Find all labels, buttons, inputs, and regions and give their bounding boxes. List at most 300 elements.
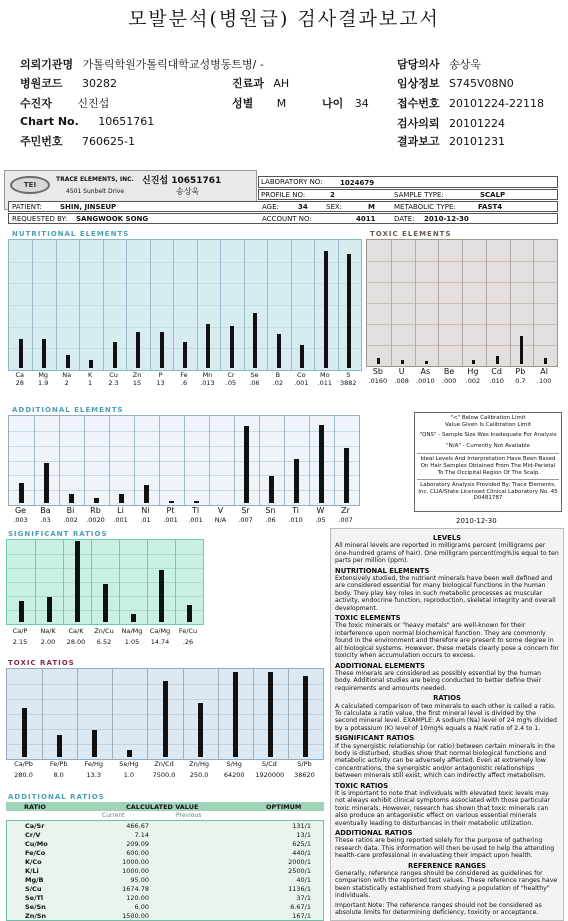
column-divider bbox=[288, 669, 289, 759]
nutritional-label: Co bbox=[297, 371, 306, 379]
doctor-value: 송상욱 bbox=[449, 58, 481, 71]
additional-value: .007 bbox=[238, 516, 253, 524]
column-divider bbox=[415, 240, 416, 366]
significant-value: 2.00 bbox=[40, 638, 56, 646]
sex-value-en: M bbox=[368, 203, 375, 211]
column-divider bbox=[56, 240, 57, 370]
column-divider bbox=[150, 240, 151, 370]
additional-bar-ge bbox=[19, 483, 24, 503]
toxic-chart bbox=[366, 239, 558, 367]
toxic-ratios-chart bbox=[6, 668, 324, 760]
significant-label: Na/Mg bbox=[121, 627, 143, 635]
nutritional-value: .011 bbox=[317, 379, 333, 387]
toxic-ratio-value: 250.0 bbox=[189, 771, 209, 779]
toxic-ratio-value: 7500.0 bbox=[152, 771, 176, 779]
receipt-no-value: 20101224-22118 bbox=[449, 97, 544, 110]
institution-value: 가톨릭학원가톨릭대학교성병동트병/ - bbox=[82, 58, 264, 71]
additional-labels bbox=[8, 506, 360, 515]
nutritional-value: 2 bbox=[64, 379, 69, 387]
additional-value: .001 bbox=[188, 516, 203, 524]
additional-bar-bi bbox=[69, 494, 74, 503]
column-divider bbox=[284, 416, 285, 505]
nutritional-label: Zn bbox=[132, 371, 142, 379]
nutritional-value: .06 bbox=[249, 379, 260, 387]
nutritional-heading: NUTRITIONAL ELEMENTS bbox=[335, 566, 430, 575]
ratio-row bbox=[7, 867, 325, 876]
nutritional-bar-se bbox=[253, 313, 257, 368]
significant-bar-zncu bbox=[103, 584, 108, 622]
column-divider bbox=[103, 240, 104, 370]
toxic-bar-sb bbox=[377, 358, 380, 364]
gridline bbox=[9, 305, 361, 306]
nutritional-value: .013 bbox=[200, 379, 215, 387]
toxic-ratio-bar-zncd bbox=[163, 681, 168, 758]
nutritional-value: .05 bbox=[225, 379, 237, 387]
gridline bbox=[7, 582, 203, 583]
nutritional-bar-cr bbox=[230, 326, 234, 368]
column-divider bbox=[220, 240, 221, 370]
toxic-ratio-label: S/Cd bbox=[261, 760, 277, 768]
significant-ratios-chart bbox=[6, 539, 204, 625]
additional-label: Sn bbox=[265, 506, 276, 515]
legend-qns: "QNS" - Sample Size Was Inadequate For Analysis bbox=[419, 432, 557, 439]
column-divider bbox=[42, 669, 43, 759]
age-value: 34 bbox=[354, 97, 369, 110]
toxic-label: Al bbox=[540, 367, 548, 376]
column-divider bbox=[510, 240, 511, 366]
toxic-ratio-label: S/Pb bbox=[297, 760, 312, 768]
nutritional-bar-co bbox=[300, 345, 304, 368]
ratio-name: Se/Sn bbox=[25, 903, 46, 911]
column-divider bbox=[486, 240, 487, 366]
account-no-label: ACCOUNT NO: bbox=[262, 215, 312, 223]
nutritional-bar-na bbox=[66, 355, 70, 368]
ratio-name: Se/Tl bbox=[25, 894, 44, 902]
additional-label: Pt bbox=[166, 506, 175, 515]
nutritional-chart bbox=[8, 239, 362, 371]
nutritional-bar-zn bbox=[136, 332, 140, 368]
toxic-ratio-value: 13.3 bbox=[86, 771, 101, 779]
column-divider bbox=[91, 540, 92, 624]
column-divider bbox=[84, 416, 85, 505]
reference-note: Important Note: The reference ranges should not be considered as absolute limits for determining deficiency, toxicity or acceptance. bbox=[335, 901, 542, 917]
handwritten-doctor: 송상욱 bbox=[176, 187, 200, 196]
laboratory-no-label: LABORATORY NO: bbox=[261, 178, 323, 186]
reference-heading: REFERENCE RANGES bbox=[407, 861, 487, 870]
nutritional-title: NUTRITIONAL ELEMENTS bbox=[12, 230, 130, 238]
toxic-ratio-bar-capb bbox=[22, 708, 27, 758]
nutritional-label: Mo bbox=[320, 371, 330, 379]
additional-ratios-heading: ADDITIONAL RATIOS bbox=[335, 829, 413, 838]
sample-type-label: SAMPLE TYPE: bbox=[394, 191, 444, 199]
profile-no-value: 2 bbox=[330, 191, 335, 199]
hospital-code-label: 병원코드 bbox=[20, 77, 63, 90]
additional-value: .05 bbox=[315, 516, 326, 524]
ratio-row bbox=[7, 885, 325, 894]
significant-label: Zn/Cu bbox=[94, 627, 114, 635]
ratio-name: S/Cu bbox=[25, 885, 42, 893]
requested-by-value: SANGWOOK SONG bbox=[76, 215, 149, 223]
toxic-text: The toxic minerals or "heavy metals" are well-known for their interference upon normal biochemical function. They are commonly found in the environment and therefore are present to some degree in all biological systems. However, these metals clearly pose a concern for toxicity when accumulation occurs to excess. bbox=[335, 622, 559, 660]
ratio-row bbox=[7, 840, 325, 849]
toxic-ratio-value: 38620 bbox=[294, 771, 315, 779]
significant-ratios-title: SIGNIFICANT RATIOS bbox=[8, 530, 108, 538]
patient-value: 신진섭 bbox=[77, 97, 110, 110]
additional-value: .03 bbox=[40, 516, 51, 524]
nutritional-label: B bbox=[275, 371, 281, 379]
age-label: 나이 bbox=[322, 97, 344, 110]
toxic-label: Hg bbox=[467, 367, 479, 376]
significant-text: If the synergistic relationship (or ratio) between certain minerals in the body is disturbed, studies show that normal biological functions and metabolic activity can be adversely affected. Even at extremely low concentrations, the synergistic and/or antagonistic relationships between minerals still exist, which can indirectly affect metabolism. bbox=[335, 742, 556, 780]
additional-label: Zr bbox=[341, 506, 350, 515]
toxic-ratio-label: S/Hg bbox=[226, 760, 242, 768]
ratio-current: 209.09 bbox=[126, 840, 149, 848]
column-divider bbox=[391, 240, 392, 366]
toxic-ratio-label: Zn/Hg bbox=[189, 760, 209, 768]
nutritional-labels bbox=[8, 371, 362, 379]
ratio-current: 1000.00 bbox=[122, 867, 149, 875]
nutritional-values bbox=[8, 379, 362, 387]
column-divider bbox=[291, 240, 292, 370]
nutritional-bar-ca bbox=[19, 339, 23, 368]
significant-bar-fecu bbox=[187, 605, 192, 622]
nutritional-bar-b bbox=[277, 334, 281, 368]
toxic-ratio-label: Zn/Cd bbox=[154, 760, 174, 768]
toxic-bar-al bbox=[544, 358, 547, 364]
institution-label: 의뢰기관명 bbox=[20, 58, 74, 71]
additional-bar-pt bbox=[169, 501, 174, 503]
sex-label: 성별 bbox=[232, 97, 254, 110]
nutritional-value: 1.9 bbox=[38, 379, 49, 387]
toxic-title: TOXIC ELEMENTS bbox=[370, 230, 452, 238]
ratio-optimum: 625/1 bbox=[292, 840, 311, 848]
column-divider bbox=[533, 240, 534, 366]
additional-value: .002 bbox=[63, 516, 78, 524]
nutritional-bar-k bbox=[89, 360, 93, 368]
column-divider bbox=[183, 669, 184, 759]
toxic-ratios-title: TOXIC RATIOS bbox=[8, 659, 75, 667]
toxic-ratio-bar-scd bbox=[268, 672, 273, 758]
column-divider bbox=[173, 240, 174, 370]
significant-bar-namg bbox=[131, 614, 136, 622]
ratio-current: 466.67 bbox=[126, 822, 149, 830]
toxic-ratio-value: 1.0 bbox=[123, 771, 135, 779]
nutritional-bar-cu bbox=[113, 342, 117, 368]
ratio-optimum: 2000/1 bbox=[288, 858, 311, 866]
additional-label: Tl bbox=[191, 506, 200, 515]
nutritional-value: 28 bbox=[15, 379, 24, 387]
ratio-row bbox=[7, 876, 325, 885]
toxic-ratio-label: Se/Hg bbox=[119, 760, 139, 768]
dept-value: AH bbox=[273, 77, 290, 90]
nutritional-label: Mg bbox=[38, 371, 49, 379]
toxic-ratio-label: Fe/Pb bbox=[49, 760, 68, 768]
clinical-info-label: 임상정보 bbox=[397, 77, 440, 90]
account-no-value: 4011 bbox=[356, 215, 376, 223]
nutritional-bar-mg bbox=[42, 339, 46, 368]
gridline bbox=[9, 327, 361, 328]
patient-name-value: SHIN, JINSEUP bbox=[60, 203, 117, 211]
nutritional-value: 1 bbox=[88, 379, 93, 387]
additional-label: Bi bbox=[66, 506, 75, 515]
nutritional-bar-p bbox=[160, 332, 164, 368]
legend-below-limit: "<" Below Calibration Limit bbox=[450, 415, 526, 421]
toxic-ratio-bar-znhg bbox=[198, 703, 203, 757]
ratio-name: Mg/B bbox=[25, 876, 44, 884]
legend-text-column bbox=[330, 528, 564, 921]
additional-bar-w bbox=[319, 425, 324, 503]
age-label-en: AGE: bbox=[262, 203, 279, 211]
column-divider bbox=[438, 240, 439, 366]
gridline bbox=[9, 283, 361, 284]
additional-title: ADDITIONAL ELEMENTS bbox=[12, 406, 124, 414]
toxic-heading: TOXIC ELEMENTS bbox=[335, 614, 401, 623]
ratio-current: 600.00 bbox=[126, 849, 149, 857]
ratios-heading: RATIOS bbox=[433, 694, 461, 703]
column-divider bbox=[314, 240, 315, 370]
nutritional-value: 3882 bbox=[339, 379, 357, 387]
column-divider bbox=[462, 240, 463, 366]
additional-values bbox=[8, 516, 360, 524]
legend-notice-box bbox=[414, 412, 562, 512]
column-divider bbox=[63, 540, 64, 624]
toxic-bar-pb bbox=[520, 336, 523, 364]
col-optimum: OPTIMUM bbox=[266, 803, 302, 811]
additional-bar-li bbox=[119, 494, 124, 503]
levels-heading: LEVELS bbox=[432, 534, 462, 542]
toxic-ratio-value: 1920000 bbox=[255, 771, 285, 779]
ratio-optimum: 6.67/1 bbox=[290, 903, 311, 911]
ratio-current: 1500.00 bbox=[122, 912, 149, 920]
ratio-name: Zn/Sn bbox=[25, 912, 47, 920]
additional-label: V bbox=[217, 506, 224, 515]
nutritional-text: Extensively studied, the nutrient minerals have been well defined and are considered essential for many biological functions in the human body. They play key roles in such metabolic processes as muscular activity, endocrine function, reproduction, skeletal integrity and overall development. bbox=[335, 575, 556, 612]
sample-type-value: SCALP bbox=[480, 191, 506, 199]
toxic-value: .010 bbox=[489, 377, 504, 385]
additional-value: .001 bbox=[163, 516, 178, 524]
ratio-current: 95.00 bbox=[130, 876, 149, 884]
significant-label: Ca/K bbox=[68, 627, 84, 635]
levels-text: All mineral levels are reported in milligrams percent (milligrams per one-hundred grams of hair). One milligram percent(mg%)is equal to ten parts per million (ppm). bbox=[335, 542, 559, 565]
column-divider bbox=[77, 669, 78, 759]
nutritional-label: Ca bbox=[15, 371, 24, 379]
additional-value: .007 bbox=[338, 516, 353, 524]
doctor-label: 담당의사 bbox=[397, 58, 440, 71]
additional-bar-ti bbox=[294, 459, 299, 504]
toxic-ratios-labels bbox=[6, 760, 324, 769]
additional-bar-tl bbox=[194, 501, 199, 503]
ratio-row bbox=[7, 849, 325, 858]
lab-logo: TEI bbox=[10, 176, 50, 194]
age-value-en: 34 bbox=[298, 203, 308, 211]
toxic-label: Be bbox=[443, 367, 455, 376]
ratio-current: 120.00 bbox=[126, 894, 149, 902]
toxic-bar-u bbox=[401, 360, 404, 364]
col-calculated: CALCULATED VALUE bbox=[126, 803, 199, 811]
report-date-label: 결과보고 bbox=[397, 135, 440, 148]
additional-bar-zr bbox=[344, 448, 349, 503]
ratio-name: Fe/Co bbox=[25, 849, 46, 857]
additional-value: .003 bbox=[13, 516, 28, 524]
ratio-row bbox=[7, 822, 325, 831]
laboratory-no-value: 1024679 bbox=[340, 179, 375, 187]
column-divider bbox=[109, 416, 110, 505]
nutritional-label: S bbox=[346, 371, 351, 379]
gridline bbox=[7, 568, 203, 569]
request-date-value: 20101224 bbox=[449, 117, 506, 130]
nutritional-label: P bbox=[158, 371, 163, 379]
additional-ratios-text: These ratios are being reported solely for the purpose of gathering research data. This information will then be used to help the attending health-care professional in evaluating their impact upon health. bbox=[335, 837, 555, 860]
toxic-ratio-bar-sehg bbox=[127, 750, 132, 757]
column-divider bbox=[147, 669, 148, 759]
nutritional-value: 15 bbox=[132, 379, 142, 387]
column-divider bbox=[197, 240, 198, 370]
toxic-ratio-bar-fehg bbox=[92, 730, 97, 757]
additional-bar-rb bbox=[94, 498, 99, 503]
significant-bar-camg bbox=[159, 570, 164, 622]
significant-value: 6.52 bbox=[96, 638, 112, 646]
ratio-name: Cr/V bbox=[25, 831, 41, 839]
toxic-ratio-bar-spb bbox=[303, 676, 308, 757]
toxic-ratios-values bbox=[6, 771, 324, 779]
ratio-row bbox=[7, 894, 325, 903]
additional-bar-ba bbox=[44, 463, 49, 503]
nutritional-bar-s bbox=[347, 254, 351, 368]
toxic-value: .0160 bbox=[368, 377, 388, 385]
col-ratio: RATIO bbox=[24, 803, 46, 811]
lab-address: 4501 Sunbelt Drive bbox=[66, 188, 125, 195]
patient-name-label: PATIENT: bbox=[12, 203, 42, 211]
ratio-optimum: 131/1 bbox=[292, 822, 311, 830]
additional-bar-ni bbox=[144, 485, 149, 503]
nutritional-label: Na bbox=[62, 371, 72, 379]
col-current: Current bbox=[102, 812, 125, 819]
column-divider bbox=[175, 540, 176, 624]
column-divider bbox=[334, 416, 335, 505]
nutritional-bar-mn bbox=[206, 324, 210, 368]
additional-label: Sr bbox=[241, 506, 250, 515]
toxic-values bbox=[366, 377, 558, 385]
additional-label: Ge bbox=[14, 506, 27, 515]
institution-row bbox=[20, 56, 264, 72]
column-divider bbox=[209, 416, 210, 505]
ratio-optimum: 40/1 bbox=[296, 876, 311, 884]
significant-bar-nak bbox=[47, 597, 52, 622]
significant-bar-cak bbox=[75, 541, 80, 622]
nutritional-label: Fe bbox=[180, 371, 188, 379]
additional-ratios-header bbox=[6, 802, 324, 811]
ratio-current: 6.00 bbox=[134, 903, 149, 911]
additional-value: .06 bbox=[265, 516, 276, 524]
additional-bar-sn bbox=[269, 476, 274, 503]
column-divider bbox=[126, 240, 127, 370]
ratio-row bbox=[7, 831, 325, 840]
ratio-optimum: 440/1 bbox=[292, 849, 311, 857]
report-title: 모발분석(병원급) 검사결과보고서 bbox=[128, 8, 440, 30]
ratio-name: K/Co bbox=[25, 858, 42, 866]
significant-value: 2.15 bbox=[12, 638, 28, 646]
sex-label-en: SEX: bbox=[326, 203, 343, 211]
toxic-value: .000 bbox=[441, 377, 457, 385]
column-divider bbox=[79, 240, 80, 370]
stamp-date: 2010-12-30 bbox=[456, 517, 497, 525]
significant-ratios-labels bbox=[6, 627, 204, 636]
ratio-current: 1000.00 bbox=[122, 858, 149, 866]
toxic-ratio-label: Fe/Hg bbox=[84, 760, 104, 768]
toxic-labels bbox=[366, 367, 558, 376]
nutritional-value: .02 bbox=[272, 379, 284, 387]
additional-label: Li bbox=[117, 506, 124, 515]
ratio-optimum: 37/1 bbox=[296, 894, 311, 902]
patient-label: 수진자 bbox=[20, 97, 52, 110]
toxic-ratio-bar-shg bbox=[233, 672, 238, 758]
date-label: DATE: bbox=[394, 215, 415, 223]
toxic-ratio-bar-fepb bbox=[57, 735, 62, 758]
nutritional-label: Se bbox=[250, 371, 259, 379]
nutritional-value: .001 bbox=[294, 379, 309, 387]
column-divider bbox=[112, 669, 113, 759]
requested-by-label: REQUESTED BY: bbox=[12, 215, 68, 223]
column-divider bbox=[218, 669, 219, 759]
sex-value: M bbox=[276, 97, 287, 110]
significant-ratios-values bbox=[6, 638, 204, 646]
nutritional-bar-fe bbox=[183, 342, 187, 368]
handwritten-name: 신진섭 10651761 bbox=[142, 176, 222, 186]
toxic-ratios-text: It is important to note that individuals with elevated toxic levels may not always exhibit clinical symptoms associated with those particular toxic minerals. However, research has shown that toxic minerals can also produce an antagonistic effect on various essential minerals eventually leading to disturbances in their metabolic utilization. bbox=[335, 790, 551, 827]
toxic-label: Cd bbox=[491, 367, 502, 376]
ratio-name: Ca/Sr bbox=[25, 822, 45, 830]
legend-calibration: Value Given Is Calibration Limit bbox=[444, 421, 532, 428]
additional-value: .0020 bbox=[86, 516, 105, 524]
toxic-ratio-value: 280.0 bbox=[14, 771, 33, 779]
metabolic-type-value: FAST4 bbox=[478, 203, 503, 211]
toxic-ratio-value: 8.0 bbox=[53, 771, 64, 779]
significant-heading: SIGNIFICANT RATIOS bbox=[335, 734, 415, 743]
col-previous: Previous bbox=[176, 812, 202, 819]
ratio-current: 1674.78 bbox=[122, 885, 149, 893]
toxic-label: U bbox=[398, 367, 405, 376]
nutritional-value: .6 bbox=[180, 379, 188, 387]
reference-text: Generally, reference ranges should be considered as guidelines for comparison with the reported test values. These reference ranges have been statistically established from studying a population of "healthy" individuals. bbox=[335, 870, 558, 900]
column-divider bbox=[244, 240, 245, 370]
additional-value: .010 bbox=[288, 516, 303, 524]
significant-value: 1.05 bbox=[124, 638, 140, 646]
toxic-ratios-heading: TOXIC RATIOS bbox=[335, 781, 389, 790]
additional-label: Ni bbox=[141, 506, 150, 515]
toxic-ratio-label: Ca/Pb bbox=[14, 760, 33, 768]
toxic-label: Sb bbox=[372, 367, 383, 376]
significant-label: Ca/Mg bbox=[149, 627, 171, 635]
column-divider bbox=[134, 416, 135, 505]
ratio-name: K/Li bbox=[25, 867, 39, 875]
ratio-optimum: 2500/1 bbox=[288, 867, 311, 875]
additional-chart bbox=[8, 415, 360, 506]
toxic-label: As bbox=[420, 367, 431, 376]
significant-bar-cap bbox=[19, 601, 24, 622]
lab-name: TRACE ELEMENTS, INC. bbox=[56, 176, 134, 183]
nutritional-label: Cr bbox=[227, 371, 235, 379]
column-divider bbox=[34, 416, 35, 505]
additional-bar-sr bbox=[244, 426, 249, 503]
date-value: 2010-12-30 bbox=[424, 215, 469, 223]
request-date-label: 검사의뢰 bbox=[397, 117, 440, 130]
column-divider bbox=[32, 240, 33, 370]
column-divider bbox=[119, 540, 120, 624]
additional-heading: ADDITIONAL ELEMENTS bbox=[335, 661, 425, 670]
ratio-row bbox=[7, 903, 325, 912]
column-divider bbox=[234, 416, 235, 505]
additional-text: These minerals are considered as possibly essential by the human body. Additional studies are being conducted to better define their requirements and amounts needed. bbox=[335, 669, 542, 692]
